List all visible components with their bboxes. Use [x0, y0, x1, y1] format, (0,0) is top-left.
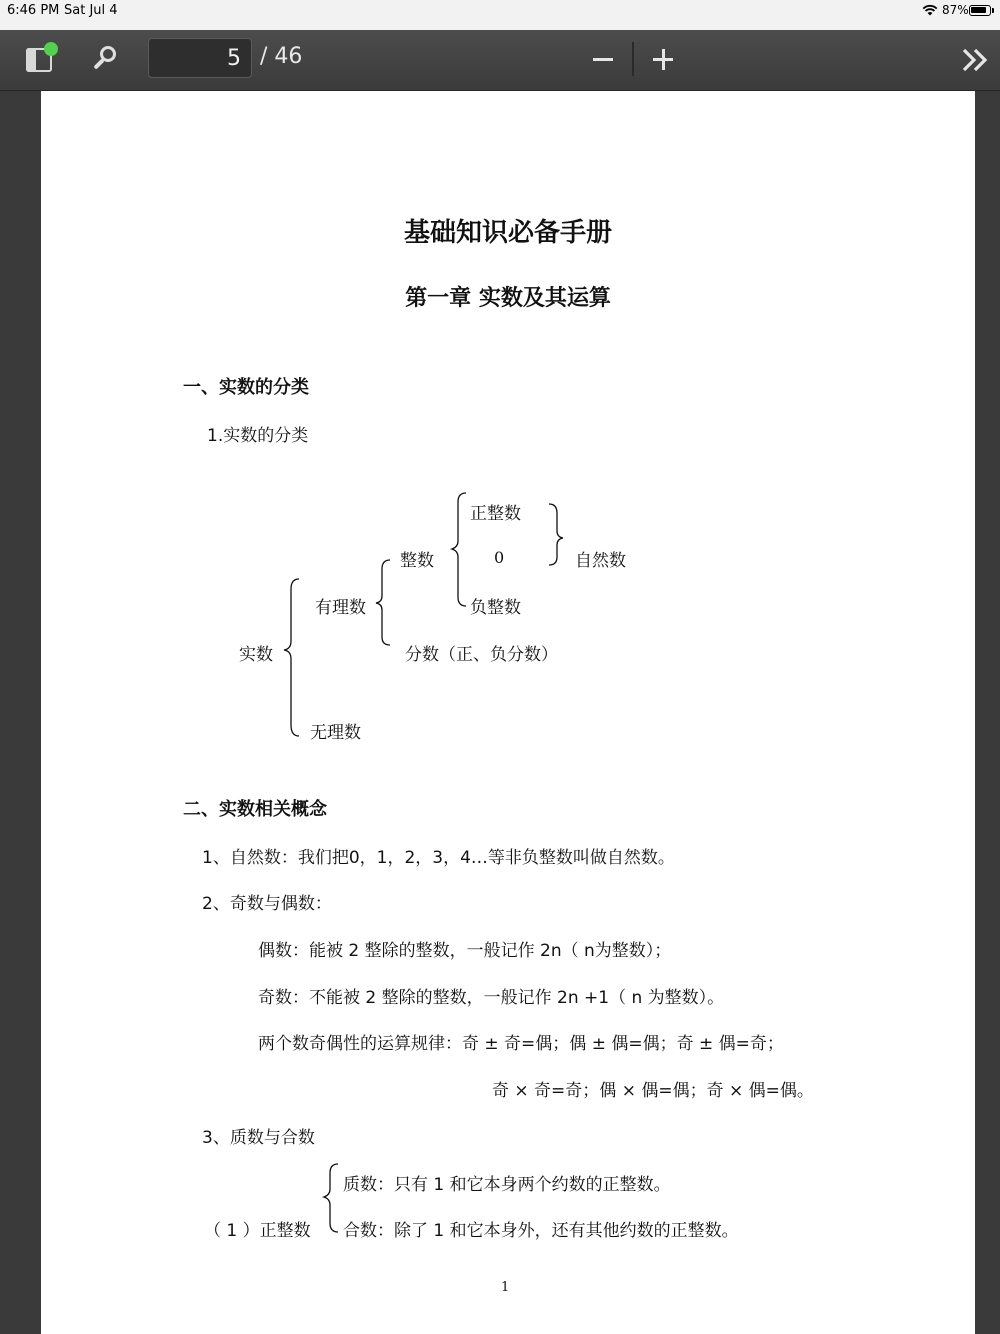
pdf-toolbar	[0, 30, 1000, 91]
document-page[interactable]	[41, 91, 975, 1334]
zoom-out-button[interactable]	[588, 44, 618, 74]
section2-heading: 二、实数相关概念	[183, 799, 327, 820]
classification-braces	[41, 91, 975, 791]
notification-dot	[44, 42, 58, 56]
status-time: 6:46 PM	[7, 3, 60, 18]
tree-rational: 有理数	[315, 598, 366, 618]
tree-fraction: 分数（正、负分数）	[405, 645, 558, 665]
wifi-icon	[922, 4, 938, 16]
section1-sub: 1.实数的分类	[207, 426, 309, 446]
zoom-divider	[632, 42, 634, 76]
tree-negative-integer: 负整数	[470, 598, 521, 618]
natural-number-def: 1、自然数：我们把0，1，2，3，4…等非负整数叫做自然数。	[202, 848, 675, 868]
tree-root-real: 实数	[239, 645, 273, 665]
positive-integer-label: （ 1 ）正整数	[204, 1221, 311, 1241]
battery-fill	[971, 7, 986, 13]
odd-even-heading: 2、奇数与偶数：	[202, 894, 332, 914]
next-page-button[interactable]	[958, 42, 994, 78]
tree-irrational: 无理数	[310, 723, 361, 743]
page-number-input[interactable]	[148, 38, 252, 78]
document-title: 基础知识必备手册	[403, 218, 612, 248]
parity-rule-line1: 两个数奇偶性的运算规律：奇 ± 奇=偶；偶 ± 偶=偶；奇 ± 偶=奇；	[258, 1034, 784, 1054]
battery-icon	[969, 5, 991, 16]
page-total: / 46	[260, 44, 303, 69]
section1-heading: 一、实数的分类	[183, 377, 309, 398]
prime-composite-heading: 3、质数与合数	[202, 1128, 315, 1148]
battery-percent: 87%	[942, 3, 969, 17]
sidebar-toggle-button[interactable]	[22, 42, 58, 78]
page-number: 1	[501, 1280, 510, 1295]
odd-def: 奇数：不能被 2 整除的整数，一般记作 2n +1（ n 为整数）。	[258, 988, 725, 1008]
zoom-in-button[interactable]	[648, 44, 678, 74]
tree-zero: 0	[494, 548, 505, 567]
parity-rule-line2: 奇 × 奇=奇；偶 × 偶=偶；奇 × 偶=偶。	[492, 1081, 814, 1101]
tree-positive-integer: 正整数	[470, 504, 521, 524]
tree-natural: 自然数	[575, 551, 626, 571]
composite-def: 合数：除了 1 和它本身外，还有其他约数的正整数。	[343, 1221, 739, 1241]
status-bar	[0, 0, 1000, 30]
chapter-title: 第一章 实数及其运算	[405, 286, 611, 311]
prime-def: 质数：只有 1 和它本身两个约数的正整数。	[343, 1175, 671, 1195]
status-date: Sat Jul 4	[64, 3, 118, 18]
search-button[interactable]	[92, 44, 124, 76]
double-chevron-right-icon	[958, 42, 994, 78]
search-icon-handle	[93, 58, 104, 69]
tree-integer: 整数	[400, 551, 434, 571]
even-def: 偶数：能被 2 整除的整数，一般记作 2n（ n为整数）；	[258, 941, 672, 961]
